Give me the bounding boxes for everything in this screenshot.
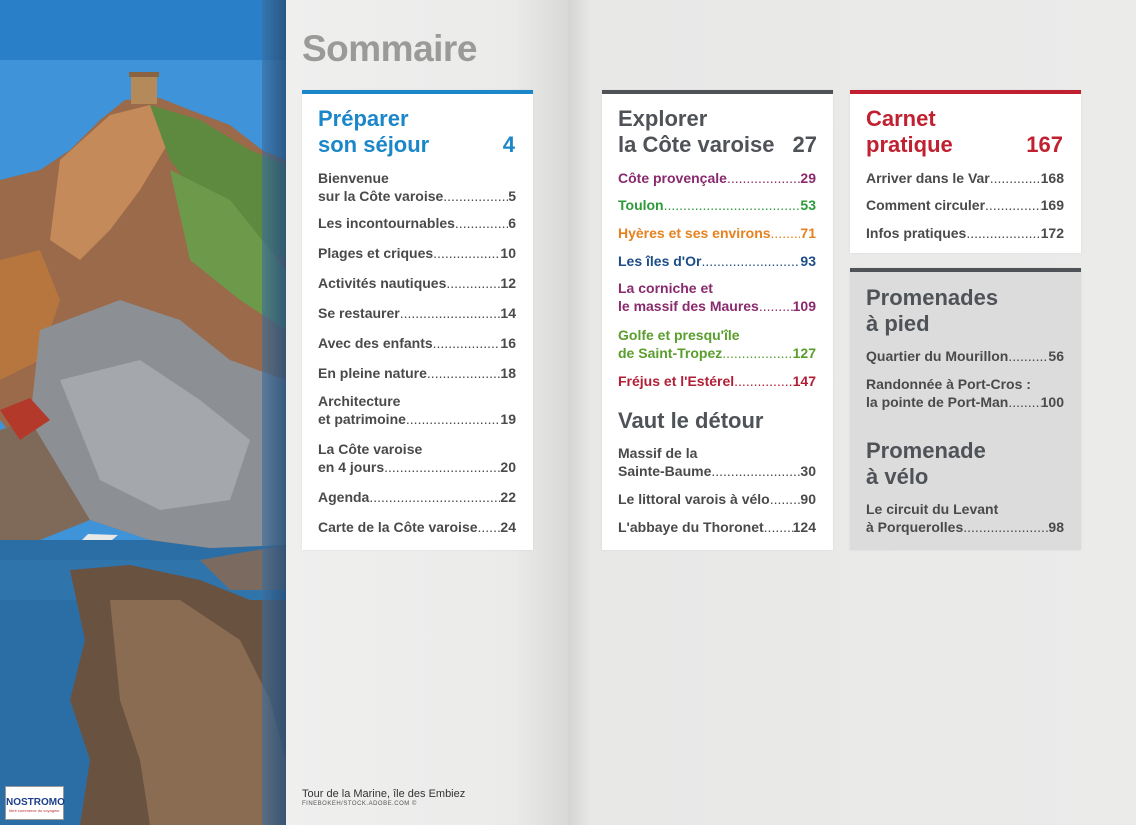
- dot-leader: [400, 304, 501, 322]
- toc-entry[interactable]: [866, 500, 1064, 536]
- toc-entry-title-line: Golfe et presqu'île: [618, 327, 740, 343]
- toc-page-number: 90: [800, 491, 816, 507]
- toc-page-number: 98: [1048, 519, 1064, 535]
- toc-entry-title-line: Architecture: [318, 393, 401, 409]
- photo-credit: FINEBOKEH/STOCK.ADOBE.COM ©: [302, 801, 417, 807]
- nostromo-logo: NOSTROMO libre commerce du voyageur: [5, 786, 64, 820]
- dot-leader: [727, 169, 800, 187]
- dot-leader: [985, 196, 1041, 214]
- dot-leader: [701, 252, 800, 270]
- toc-entry-title: en 4 jours: [318, 459, 385, 475]
- section-page-number: 167: [1026, 132, 1063, 157]
- toc-page-number: 168: [1040, 170, 1064, 186]
- section-heading: Préparer son séjour: [318, 106, 430, 157]
- photo-caption: Tour de la Marine, île des Embiez: [302, 788, 466, 800]
- toc-page-number: 109: [792, 298, 816, 314]
- dot-leader: [759, 297, 793, 315]
- toc-page-number: 5: [508, 188, 516, 204]
- toc-entry[interactable]: [866, 375, 1064, 411]
- coastal-cliff-illustration: [0, 0, 286, 825]
- toc-entry[interactable]: [866, 196, 1064, 214]
- toc-page-number: 30: [800, 463, 816, 479]
- dot-leader: [734, 372, 792, 390]
- toc-page-number: 29: [800, 170, 816, 186]
- velo-heading: Promenade à vélo: [866, 438, 986, 489]
- toc-page-number: 18: [500, 365, 516, 381]
- page-title: Sommaire: [302, 28, 477, 69]
- section-color-bar: [302, 90, 533, 94]
- toc-entry-title: Quartier du Mourillon: [866, 348, 1009, 364]
- toc-page-number: 124: [792, 519, 816, 535]
- cover-photo: [0, 0, 286, 825]
- section-heading: Carnet pratique: [866, 106, 953, 157]
- toc-entry-title: En pleine nature: [318, 365, 427, 381]
- toc-entry-title: le massif des Maures: [618, 298, 759, 314]
- toc-page-number: 93: [800, 253, 816, 269]
- toc-entry[interactable]: [318, 364, 516, 382]
- dot-leader: [722, 344, 792, 362]
- toc-page-number: 56: [1048, 348, 1064, 364]
- toc-entry-title: Plages et criques: [318, 245, 434, 261]
- toc-entry-title: Sainte-Baume: [618, 463, 712, 479]
- section-carnet: [850, 90, 1081, 253]
- toc-entry-title: à Porquerolles: [866, 519, 964, 535]
- section-heading: Promenades à pied: [866, 285, 999, 336]
- toc-entry[interactable]: [618, 169, 816, 187]
- toc-entry[interactable]: [318, 244, 516, 262]
- toc-entry[interactable]: [618, 490, 816, 508]
- toc-entry[interactable]: [618, 196, 816, 214]
- toc-entry-title: Carte de la Côte varoise: [318, 519, 478, 535]
- dot-leader: [455, 214, 508, 232]
- toc-entry-title: Se restaurer: [318, 305, 400, 321]
- toc-entry[interactable]: [618, 444, 816, 480]
- toc-entry-title: de Saint-Tropez: [618, 345, 723, 361]
- toc-entry[interactable]: [318, 440, 516, 476]
- toc-entry[interactable]: [866, 169, 1064, 187]
- toc-page-number: 53: [800, 197, 816, 213]
- toc-entry-title: Fréjus et l'Estérel: [618, 373, 735, 389]
- toc-entry[interactable]: [866, 224, 1064, 242]
- dot-leader: [446, 274, 500, 292]
- dot-leader: [433, 244, 500, 262]
- dot-leader: [771, 224, 801, 242]
- toc-entry[interactable]: [318, 334, 516, 352]
- dot-leader: [711, 462, 800, 480]
- toc-entry-title: Hyères et ses environs: [618, 225, 771, 241]
- dot-leader: [433, 334, 501, 352]
- section-promenades: [850, 268, 1081, 550]
- toc-page-number: 6: [508, 215, 516, 231]
- photo-edge-strip: [262, 0, 286, 825]
- dot-leader: [664, 196, 801, 214]
- toc-entry-title: sur la Côte varoise: [318, 188, 444, 204]
- dot-leader: [1008, 393, 1040, 411]
- toc-entry-title: Comment circuler: [866, 197, 986, 213]
- toc-entry-title: Avec des enfants: [318, 335, 433, 351]
- toc-entry[interactable]: [618, 518, 816, 536]
- section-color-bar: [850, 268, 1081, 272]
- toc-entry-title: Toulon: [618, 197, 664, 213]
- section-color-bar: [602, 90, 833, 94]
- toc-entry-title: Agenda: [318, 489, 370, 505]
- dot-leader: [443, 187, 508, 205]
- toc-page-number: 16: [500, 335, 516, 351]
- toc-entry-title: et patrimoine: [318, 411, 406, 427]
- toc-page-number: 14: [500, 305, 516, 321]
- dot-leader: [369, 488, 500, 506]
- toc-entry-title-line: La corniche et: [618, 280, 713, 296]
- toc-entry-title: L'abbaye du Thoronet: [618, 519, 764, 535]
- toc-entry[interactable]: [318, 169, 516, 205]
- toc-page-number: 10: [500, 245, 516, 261]
- toc-page-number: 19: [500, 411, 516, 427]
- section-heading: Explorer la Côte varoise: [618, 106, 775, 157]
- toc-entry-title: Activités nautiques: [318, 275, 447, 291]
- toc-page-number: 71: [800, 225, 816, 241]
- toc-entry-title: Les îles d'Or: [618, 253, 702, 269]
- toc-page-number: 12: [500, 275, 516, 291]
- toc-entry[interactable]: [318, 274, 516, 292]
- dot-leader: [384, 458, 500, 476]
- toc-page-number: 169: [1040, 197, 1064, 213]
- toc-entry[interactable]: [318, 518, 516, 536]
- toc-entry-title-line: Randonnée à Port-Cros :: [866, 376, 1031, 392]
- dot-leader: [406, 410, 501, 428]
- toc-entry-title: Le littoral varois à vélo: [618, 491, 770, 507]
- toc-entry[interactable]: [618, 326, 816, 362]
- dot-leader: [427, 364, 501, 382]
- dot-leader: [1008, 347, 1048, 365]
- dot-leader: [990, 169, 1041, 187]
- toc-entry-title-line: Massif de la: [618, 445, 698, 461]
- section-page-number: 27: [792, 132, 817, 157]
- toc-page-number: 24: [500, 519, 516, 535]
- toc-entry-title: la pointe de Port-Man: [866, 394, 1009, 410]
- toc-entry-title: Les incontournables: [318, 215, 455, 231]
- toc-entry[interactable]: [318, 214, 516, 232]
- toc-entry-title: Arriver dans le Var: [866, 170, 990, 186]
- section-explorer: [602, 90, 833, 550]
- dot-leader: [764, 518, 793, 536]
- dot-leader: [770, 490, 801, 508]
- toc-entry[interactable]: [618, 279, 816, 315]
- toc-page-number: 147: [792, 373, 816, 389]
- toc-entry[interactable]: [318, 304, 516, 322]
- toc-page-number: 172: [1040, 225, 1064, 241]
- toc-entry-title-line: Le circuit du Levant: [866, 501, 999, 517]
- toc-entry[interactable]: [618, 372, 816, 390]
- toc-entry[interactable]: [318, 488, 516, 506]
- toc-entry-title-line: La Côte varoise: [318, 441, 423, 457]
- toc-entry-title-line: Bienvenue: [318, 170, 389, 186]
- toc-page-number: 22: [500, 489, 516, 505]
- dot-leader: [478, 518, 501, 536]
- section-color-bar: [850, 90, 1081, 94]
- toc-page-number: 20: [500, 459, 516, 475]
- section-preparer: [302, 90, 533, 550]
- toc-entry[interactable]: [866, 347, 1064, 365]
- toc-entry[interactable]: [618, 224, 816, 242]
- toc-entry-title: Côte provençale: [618, 170, 727, 186]
- section-page-number: 4: [502, 132, 515, 157]
- toc-entry[interactable]: [318, 392, 516, 428]
- detour-heading: Vaut le détour: [618, 408, 764, 433]
- dot-leader: [963, 518, 1048, 536]
- toc-page-number: 100: [1040, 394, 1064, 410]
- toc-page-number: 127: [792, 345, 816, 361]
- toc-entry-title: Infos pratiques: [866, 225, 967, 241]
- dot-leader: [966, 224, 1040, 242]
- toc-entry[interactable]: [618, 252, 816, 270]
